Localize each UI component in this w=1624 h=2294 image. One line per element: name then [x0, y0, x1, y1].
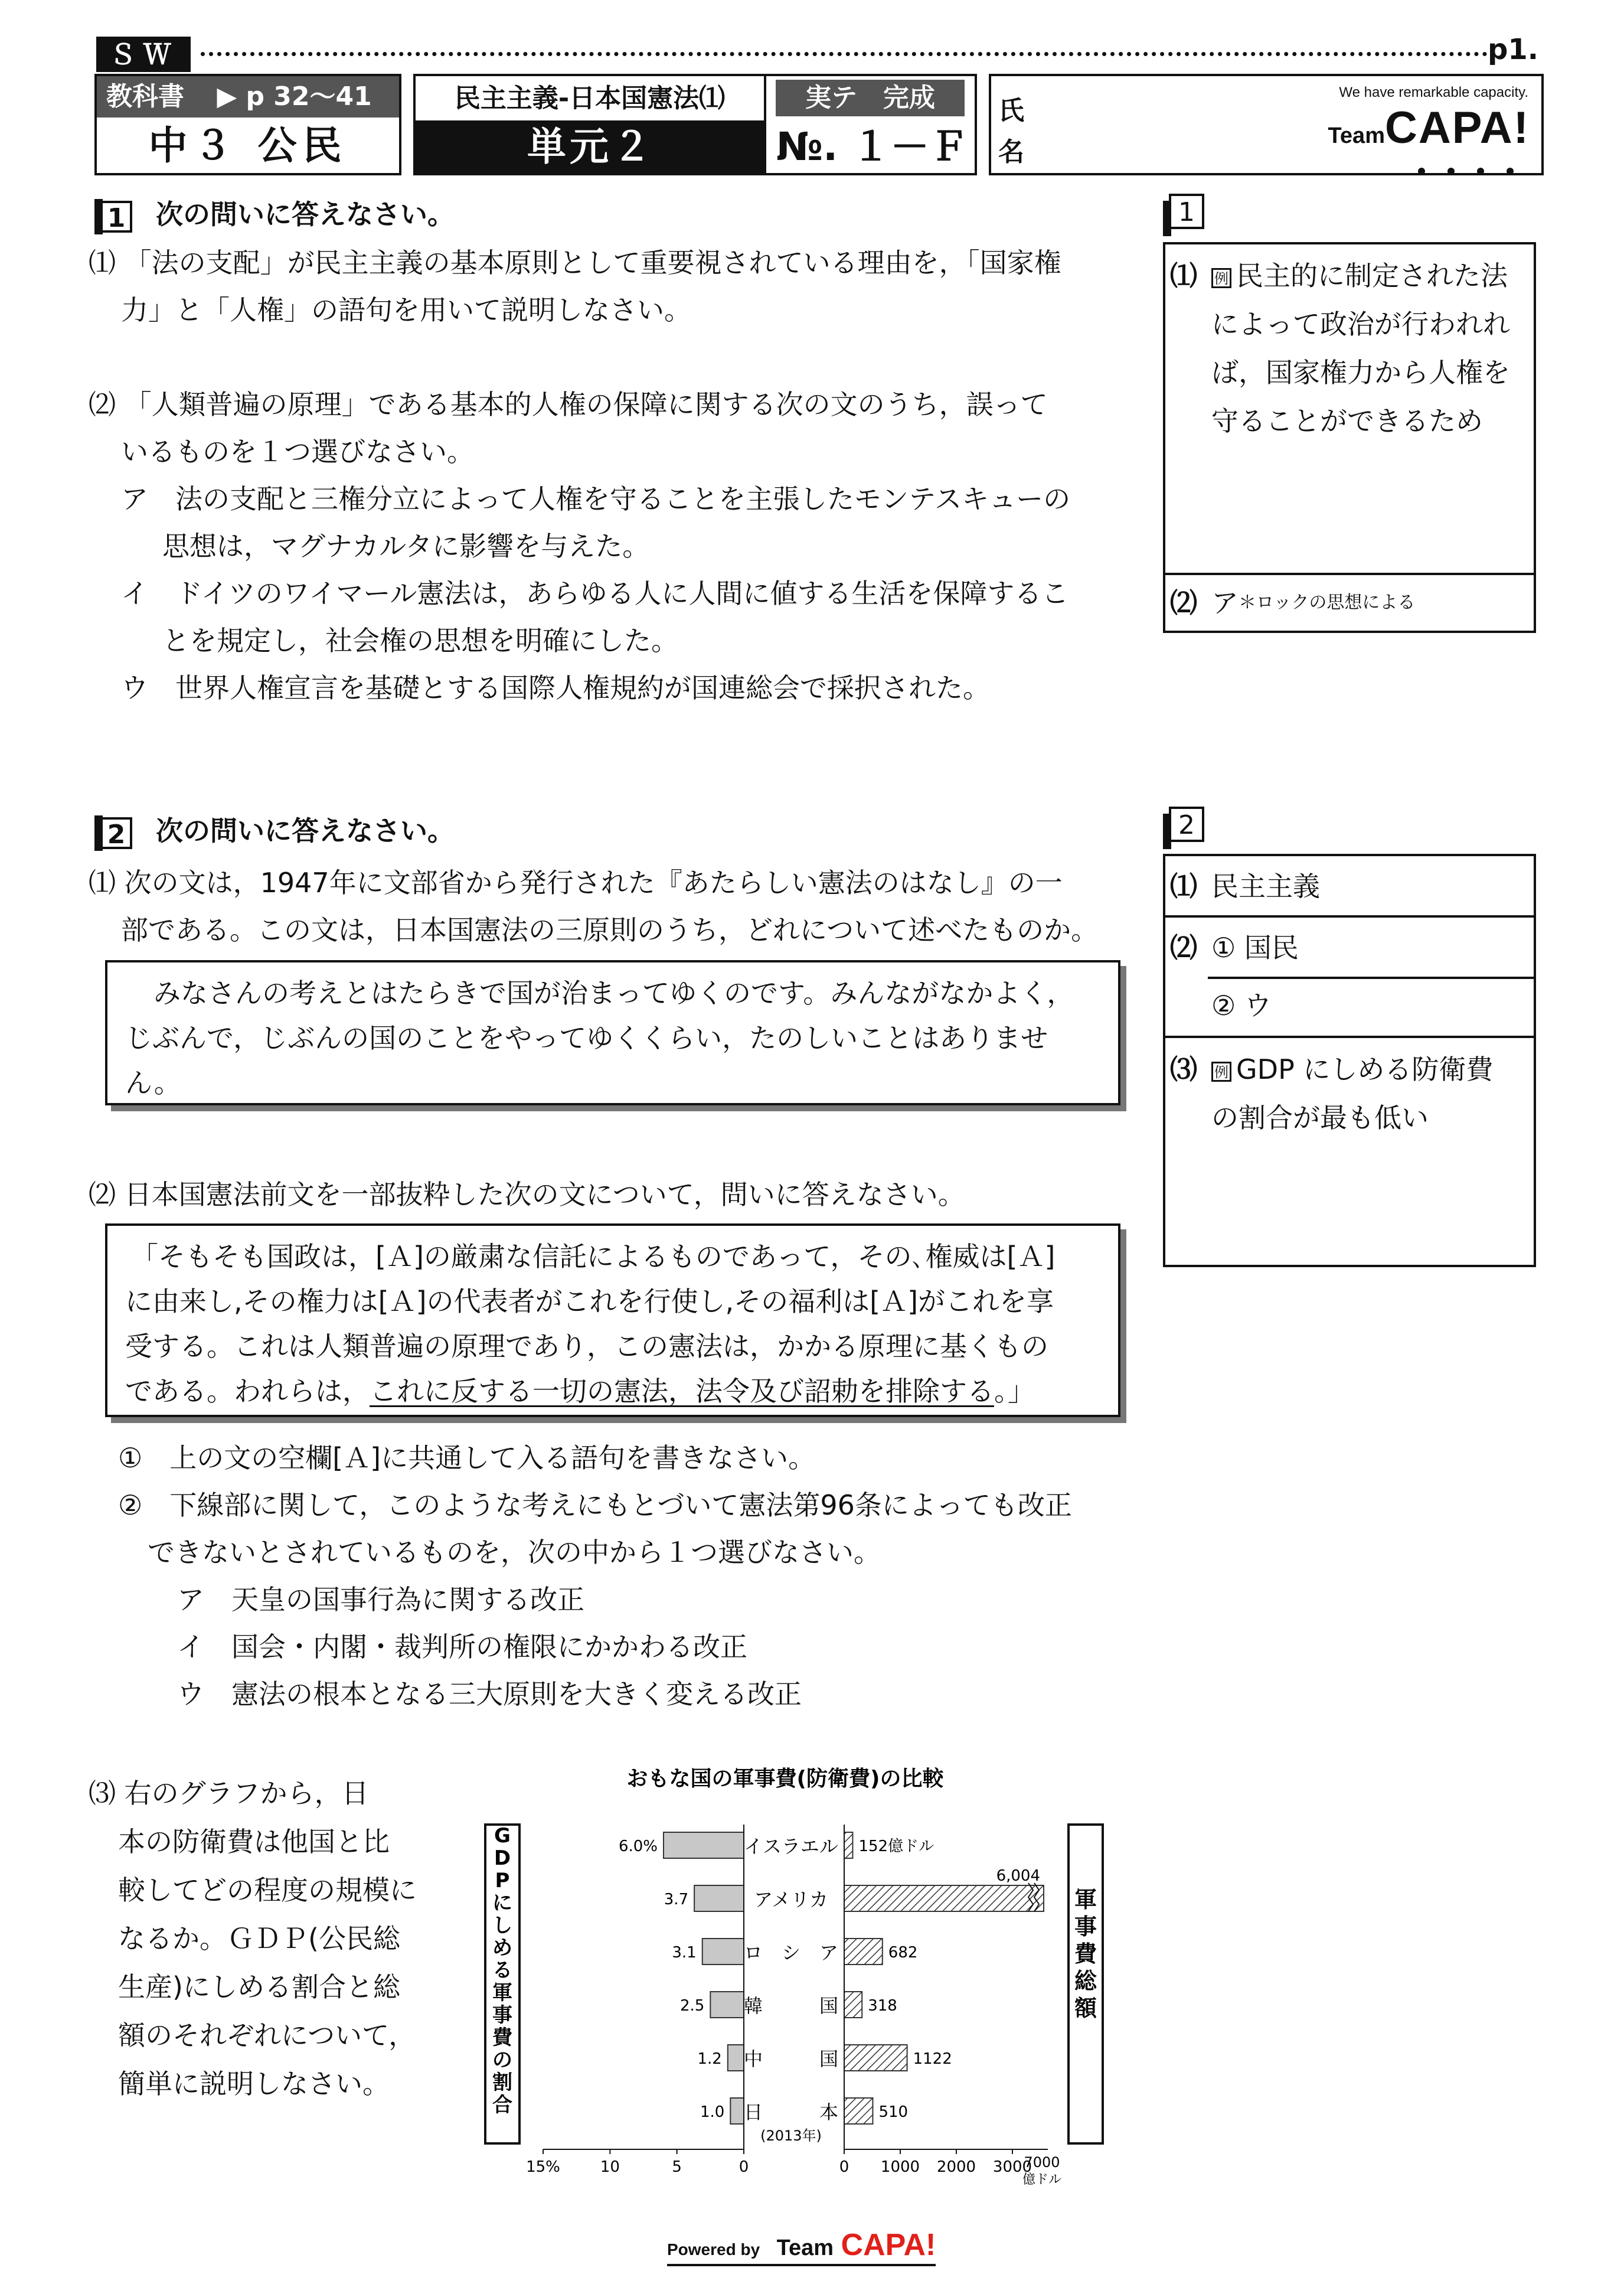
textbook-range: [97, 76, 399, 118]
left-tick-label: 0: [739, 2158, 749, 2176]
answer-1-2-text: ア: [1211, 587, 1239, 619]
q2-3-line-3: 較してどの程度の規模に: [118, 1874, 417, 1906]
total-bar-0: [844, 1832, 852, 1858]
q2-3-line-7: 簡単に説明しなさい。: [118, 2068, 390, 2100]
section-1-heading: [94, 190, 455, 239]
chart-title: おもな国の軍事費(防衛費)の比較: [626, 1767, 944, 1791]
q2-2-option-a: ア 天皇の国事行為に関する改正: [177, 1584, 584, 1616]
left-axis-label-char: 合: [492, 2093, 512, 2117]
answer-1-1[interactable]: [1165, 244, 1534, 575]
gdp-bar-label-2: 3.1: [672, 1944, 697, 1962]
answer-2-3-num: ⑶: [1170, 1053, 1197, 1085]
left-axis-label-char: る: [492, 1959, 512, 1982]
quote1-line-2: じぶんで，じぶんの国のことをやってゆくくらい，たのしいことはありませ: [125, 1022, 1048, 1054]
total-bar-label-4: 1122: [913, 2050, 952, 2068]
category-label-0: イスラエル: [744, 1835, 838, 1858]
name-label-2: 名: [998, 137, 1024, 167]
gdp-bar-2: [702, 1939, 744, 1965]
q2-2-option-i: イ 国会・内閣・裁判所の権限にかかわる改正: [177, 1631, 747, 1663]
quote2-underlined-phrase: これに反する一切の憲法，法令及び詔勅を排除する: [370, 1375, 994, 1407]
name-field[interactable]: [1038, 82, 1345, 171]
q1-2-line-1: ⑵ 「人類普遍の原理」である基本的人権の保障に関する次の文のうち，誤って: [89, 389, 1048, 420]
q1-1-line-1: ⑴ 「法の支配」が民主主義の基本原則として重要視されている理由を，「国家権: [89, 247, 1061, 279]
answer-1-1-num: ⑴: [1170, 260, 1197, 292]
topic-unit-box: [413, 74, 977, 175]
category-label-4: 中 国: [743, 2048, 839, 2070]
total-bar-label-1: 6,004: [996, 1867, 1040, 1885]
year-note: (2013年): [760, 2127, 822, 2144]
header-dotted-rule: [201, 52, 1488, 56]
answer-2-3[interactable]: [1165, 1038, 1534, 1265]
answer-1-2[interactable]: [1165, 575, 1534, 631]
gdp-bar-1: [694, 1885, 744, 1911]
page-number: p1.: [1488, 33, 1538, 66]
quote2-line-4: [125, 1369, 1035, 1414]
right-axis-label-char: 費: [1074, 1941, 1097, 1967]
gdp-bar-label-5: 1.0: [700, 2103, 725, 2121]
sw-badge: ＳＷ: [96, 37, 191, 72]
left-axis-label-char: 事: [492, 2003, 512, 2027]
answer-2-1[interactable]: [1165, 856, 1534, 918]
tagline: We have remarkable capacity.: [1339, 84, 1528, 100]
q1-1-line-2: 力」と「人権」の語句を用いて説明しなさい。: [121, 294, 691, 326]
section-2-number: 2: [100, 817, 132, 849]
right-tick-label: 7000: [1024, 2154, 1060, 2171]
gdp-bar-3: [710, 1992, 744, 2018]
answer-2-2-divider: [1208, 977, 1534, 979]
left-tick-label: 15%: [526, 2158, 560, 2176]
right-tick-label: 1000: [880, 2158, 920, 2176]
total-bar-2: [844, 1939, 883, 1965]
right-tick-label: 0: [839, 2158, 849, 2176]
right-tick-label: 3000: [992, 2158, 1032, 2176]
name-label-1: 氏: [998, 96, 1024, 126]
left-axis-label-char: P: [495, 1869, 510, 1892]
answer-1-1-line-3: ば，国家権力から人権を: [1211, 357, 1510, 389]
section-2-title: 次の問いに答えなさい。: [156, 815, 455, 847]
q1-option-u: ウ 世界人権宣言を基礎とする国際人権規約が国連総会で採択された。: [121, 672, 990, 704]
q2-1-line-1: ⑴ 次の文は，1947年に文部省から発行された『あたらしい憲法のはなし』の一: [89, 867, 1063, 899]
answers-2-panel: [1163, 854, 1536, 1267]
q1-option-i-line-1: イ ドイツのワイマール憲法は，あらゆる人に人間に値する生活を保障するこ: [121, 577, 1069, 609]
quote2-line-2: に由来し,その権力は[Ａ]の代表者がこれを行使し,その福利は[Ａ]がこれを享: [125, 1285, 1054, 1317]
footer-capa: CAPA!: [841, 2228, 936, 2262]
category-label-5: 日 本: [743, 2101, 839, 2123]
section-1-number: 1: [100, 201, 132, 233]
worksheet-number: №. １－Ｆ: [776, 124, 969, 169]
q2-3-line-2: 本の防衛費は他国と比: [118, 1826, 390, 1858]
q1-2-line-2: いるものを１つ選びなさい。: [121, 436, 474, 468]
answers-1-panel: [1163, 242, 1536, 633]
right-tick-label: 2000: [936, 2158, 976, 2176]
q2-2-sub-1: ① 上の文の空欄[Ａ]に共通して入る語句を書きなさい。: [118, 1442, 816, 1474]
quote2-line-3: 受する。これは人類普遍の原理であり，この憲法は，かかる原理に基くもの: [125, 1330, 1048, 1362]
textbook-label: 教科書: [106, 81, 184, 112]
example-icon: 例: [1211, 1062, 1231, 1082]
answer-1-1-line-1: 民主的に制定された法: [1236, 260, 1508, 292]
total-bar-5: [844, 2098, 873, 2124]
total-bar-1: [844, 1885, 1044, 1911]
test-type: 実テ 完成: [776, 80, 965, 116]
team-logo: [1328, 102, 1530, 154]
total-bar-label-3: 318: [868, 1997, 897, 2015]
footer-team: Team: [776, 2236, 834, 2260]
q1-option-a-line-1: ア 法の支配と三権分立によって人権を守ることを主張したモンテスキューの: [121, 483, 1071, 515]
answer-1-2-num: ⑵: [1170, 587, 1197, 619]
section-2-heading: [94, 807, 455, 855]
right-axis-label-char: 額: [1074, 1995, 1097, 2021]
left-tick-label: 10: [600, 2158, 620, 2176]
answer-2-1-text: 民主主義: [1211, 870, 1320, 902]
answer-1-2-note: ＊ロックの思想による: [1239, 592, 1416, 613]
gdp-bar-label-0: 6.0%: [618, 1838, 658, 1855]
q1-option-a-line-2: 思想は，マグナカルタに影響を与えた。: [162, 530, 650, 562]
quote2-line-4-post: 。」: [994, 1375, 1035, 1407]
unit-label: 単元２: [416, 120, 766, 173]
total-bar-label-0: 152億ドル: [858, 1838, 934, 1855]
answers-1-number: 1: [1163, 194, 1204, 236]
answer-2-2-num: ⑵: [1170, 932, 1197, 964]
q2-3-line-6: 額のそれぞれについて，: [118, 2019, 416, 2051]
total-bar-label-5: 510: [878, 2103, 909, 2121]
left-axis-label-char: 費: [492, 2026, 512, 2050]
q2-2-sub-2-line-1: ② 下線部に関して，このような考えにもとづいて憲法第96条によっても改正: [118, 1489, 1072, 1521]
left-axis-label-char: に: [492, 1891, 512, 1915]
name-box: [989, 74, 1544, 175]
total-bar-label-2: 682: [888, 1944, 918, 1962]
logo-dots: [1413, 166, 1525, 173]
topic-title: 民主主義-日本国憲法⑴: [416, 76, 766, 120]
right-axis-label-char: 軍: [1074, 1887, 1097, 1913]
total-bar-3: [844, 1992, 862, 2018]
answer-1-1-line-4: 守ることができるため: [1211, 405, 1483, 437]
q1-option-i-line-2: とを規定し，社会権の思想を明確にした。: [162, 625, 678, 657]
q2-2-sub-2-line-2: できないとされているものを，次の中から１つ選びなさい。: [148, 1536, 881, 1568]
answer-2-2[interactable]: [1165, 918, 1534, 1038]
textbook-pages: ▶ p 32〜41: [217, 81, 372, 112]
section-1-title: 次の問いに答えなさい。: [156, 198, 455, 230]
gdp-bar-label-4: 1.2: [697, 2050, 722, 2068]
category-label-2: ロ シ ア: [743, 1941, 839, 1964]
q2-3-line-1: ⑶ 右のグラフから，日: [89, 1777, 369, 1809]
team-logo-team: Team: [1328, 123, 1385, 148]
footer-credit: [667, 2227, 936, 2266]
team-logo-capa: CAPA!: [1384, 103, 1530, 153]
gdp-bar-5: [730, 2098, 744, 2124]
gdp-bar-label-1: 3.7: [664, 1891, 689, 1908]
q2-3-line-5: 生産)にしめる割合と総: [118, 1971, 400, 2003]
q2-1-line-2: 部である。この文は，日本国憲法の三原則のうち，どれについて述べたものか。: [121, 914, 1099, 946]
category-label-3: 韓 国: [743, 1995, 839, 2017]
answer-2-3-line-1: GDP にしめる防衛費: [1236, 1053, 1494, 1085]
left-axis-label-char: 軍: [492, 1981, 512, 2005]
example-icon: 例: [1211, 268, 1231, 288]
quote2-line-1: 「そもそも国政は，[Ａ]の厳粛な信託によるものであって，その､権威は[Ａ]: [131, 1241, 1056, 1272]
quote2-line-4-pre: である。われらは，: [125, 1375, 370, 1407]
quote1-line-1: みなさんの考えとはたらきで国が治まってゆくのです。みんながなかよく，: [153, 977, 1074, 1009]
left-axis-label-char: 割: [492, 2071, 512, 2094]
answer-1-1-line-2: によって政治が行われれ: [1211, 308, 1510, 340]
quote-box-constitution-story: [105, 960, 1120, 1105]
answer-2-3-line-2: の割合が最も低い: [1211, 1102, 1429, 1134]
grade-subject: 中３ 公民: [148, 123, 348, 168]
q2-2-option-u: ウ 憲法の根本となる三大原則を大きく変える改正: [177, 1678, 802, 1710]
textbook-box: [94, 74, 401, 175]
quote1-line-3: ん。: [125, 1067, 181, 1099]
answer-2-2-2: ② ウ: [1211, 990, 1272, 1022]
chart-svg: [478, 1766, 1128, 2185]
left-axis-label-char: D: [494, 1846, 511, 1870]
gdp-bar-0: [664, 1832, 744, 1858]
answer-2-1-num: ⑴: [1170, 870, 1197, 902]
left-axis-label-char: G: [494, 1824, 511, 1848]
military-spending-chart: [478, 1766, 1128, 2185]
footer-powered: Powered by: [667, 2240, 760, 2259]
gdp-bar-4: [728, 2045, 744, 2071]
quote-box-preamble: [105, 1223, 1120, 1417]
answer-2-2-1: ① 国民: [1211, 932, 1299, 964]
right-axis-label-char: 事: [1074, 1914, 1097, 1940]
left-axis-label-char: し: [492, 1914, 512, 1937]
left-tick-label: 5: [672, 2158, 682, 2176]
right-axis-label-char: 総: [1074, 1968, 1097, 1994]
left-axis-label-char: の: [492, 2048, 512, 2072]
total-bar-4: [844, 2045, 907, 2071]
q2-2: ⑵ 日本国憲法前文を一部抜粋した次の文について，問いに答えなさい。: [89, 1179, 965, 1210]
gdp-bar-label-3: 2.5: [679, 1997, 705, 2015]
category-label-1: アメリカ: [754, 1888, 828, 1911]
left-axis-label-char: め: [492, 1936, 512, 1960]
right-axis-unit: 億ドル: [1022, 2172, 1062, 2185]
answers-2-number: 2: [1163, 807, 1204, 849]
q2-3-line-4: なるか。ＧＤＰ(公民総: [118, 1923, 400, 1954]
